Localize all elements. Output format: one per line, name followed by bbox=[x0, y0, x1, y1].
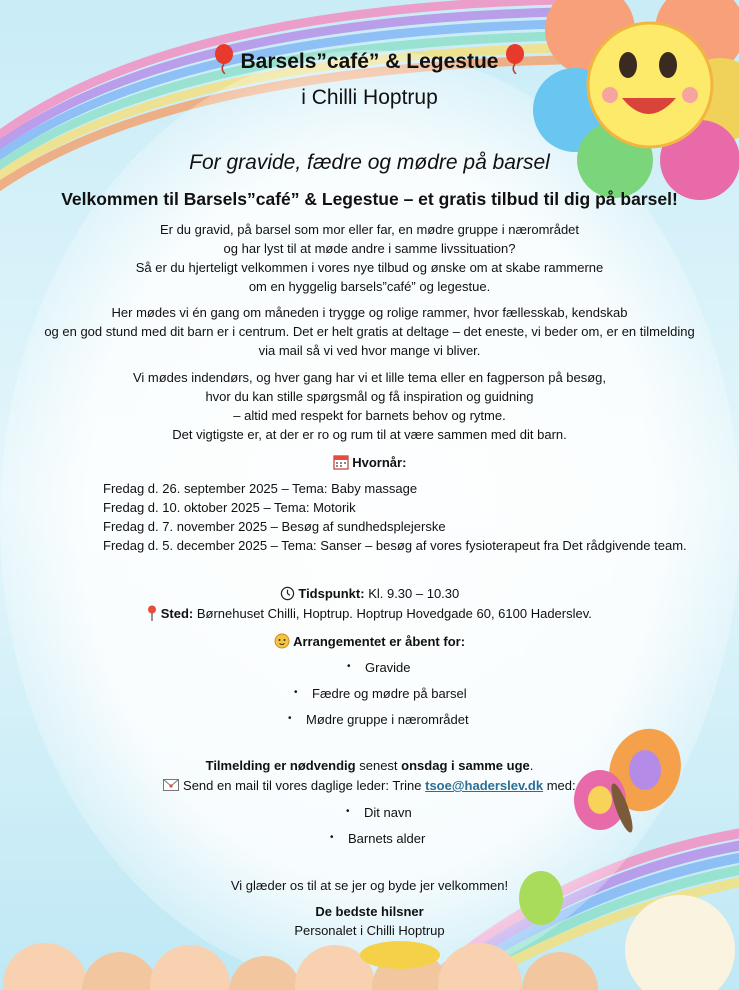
date-item: Fredag d. 10. oktober 2025 – Tema: Motorik bbox=[103, 500, 356, 515]
info-line: Her mødes vi én gang om måneden i trygge og rolige rammer, hvor fællesskab, kendskab bbox=[111, 305, 628, 320]
closing-greeting: De bedste hilsner bbox=[315, 904, 424, 919]
open-for-heading bbox=[0, 632, 739, 651]
open-for-label: Arrangementet er åbent for: bbox=[293, 634, 466, 649]
intro-line: Er du gravid, på barsel som mor eller far, en mødre gruppe i nærområdet bbox=[159, 222, 580, 237]
signup-line bbox=[0, 756, 739, 775]
intro-line: og har lyst til at møde andre i samme livssituation? bbox=[223, 241, 516, 256]
closing-text: Vi glæder os til at se jer og byde jer velkommen! bbox=[230, 878, 509, 893]
theme-line: Det vigtigste er, at der er ro og rum til at være sammen med dit barn. bbox=[172, 427, 567, 442]
mail-requirement-item: • Dit navn bbox=[364, 805, 412, 820]
time-line bbox=[0, 584, 739, 603]
theme-line: – altid med respekt for barnets behov og rytme. bbox=[233, 408, 506, 423]
info-line: via mail så vi ved hvor mange vi bliver. bbox=[258, 343, 481, 358]
title-line-1: Barsels”café” & Legestue bbox=[240, 50, 499, 73]
date-item: Fredag d. 5. december 2025 – Tema: Sanser – besøg af vores fysioterapeut fra Det rådgivende team. bbox=[103, 538, 687, 553]
intro-paragraph bbox=[0, 220, 739, 296]
subtitle: For gravide, fædre og mødre på barsel bbox=[189, 151, 550, 174]
signup-senest: senest bbox=[359, 758, 398, 773]
closing-signature: Personalet i Chilli Hoptrup bbox=[294, 923, 445, 938]
signup-period: . bbox=[529, 758, 534, 773]
mail-end: med: bbox=[546, 778, 576, 793]
pin-icon bbox=[147, 605, 157, 621]
time-value: Kl. 9.30 – 10.30 bbox=[368, 586, 460, 601]
audience-item: • Fædre og mødre på barsel bbox=[312, 686, 467, 701]
balloon-icon bbox=[504, 44, 526, 74]
title-line-2: i Chilli Hoptrup bbox=[301, 86, 438, 109]
time-label: Tidspunkt: bbox=[298, 586, 365, 601]
welcome-heading: Velkommen til Barsels”café” & Legestue – et gratis tilbud til dig på barsel! bbox=[61, 189, 678, 209]
place-label: Sted: bbox=[160, 606, 194, 621]
signup-required: Tilmelding er nødvendig bbox=[205, 758, 356, 773]
place-line bbox=[0, 604, 739, 623]
info-paragraph bbox=[0, 303, 739, 360]
info-line: og en god stund med dit barn er i centrum. Det er helt gratis at deltage – det eneste, vi beder om, er en tilmelding bbox=[44, 324, 695, 339]
when-heading bbox=[0, 453, 739, 472]
baby-face-icon bbox=[274, 633, 290, 649]
theme-paragraph bbox=[0, 368, 739, 444]
when-label: Hvornår: bbox=[352, 455, 407, 470]
envelope-icon bbox=[163, 779, 179, 791]
calendar-icon bbox=[333, 454, 349, 470]
signup-deadline: onsdag i samme uge bbox=[401, 758, 530, 773]
place-value: Børnehuset Chilli, Hoptrup. Hoptrup Hovedgade 60, 6100 Haderslev. bbox=[196, 606, 592, 621]
audience-item: • Gravide bbox=[365, 660, 411, 675]
balloon-icon bbox=[213, 44, 235, 74]
page-title bbox=[0, 50, 739, 74]
intro-line: om en hyggelig barsels”café” og legestue. bbox=[248, 279, 491, 294]
audience-item: • Mødre gruppe i nærområdet bbox=[306, 712, 469, 727]
mail-text: Send en mail til vores daglige leder: Trine bbox=[183, 778, 422, 793]
date-item: Fredag d. 26. september 2025 – Tema: Baby massage bbox=[103, 481, 418, 496]
mail-line bbox=[0, 776, 739, 795]
theme-line: hvor du kan stille spørgsmål og få inspiration og guidning bbox=[205, 389, 534, 404]
email-link[interactable]: tsoe@haderslev.dk bbox=[425, 778, 544, 793]
mail-requirement-item: • Barnets alder bbox=[348, 831, 425, 846]
date-item: Fredag d. 7. november 2025 – Besøg af sundhedsplejerske bbox=[103, 519, 446, 534]
intro-line: Så er du hjerteligt velkommen i vores nye tilbud og ønske om at skabe rammerne bbox=[135, 260, 604, 275]
theme-line: Vi mødes indendørs, og hver gang har vi et lille tema eller en fagperson på besøg, bbox=[132, 370, 607, 385]
clock-icon bbox=[280, 586, 295, 601]
